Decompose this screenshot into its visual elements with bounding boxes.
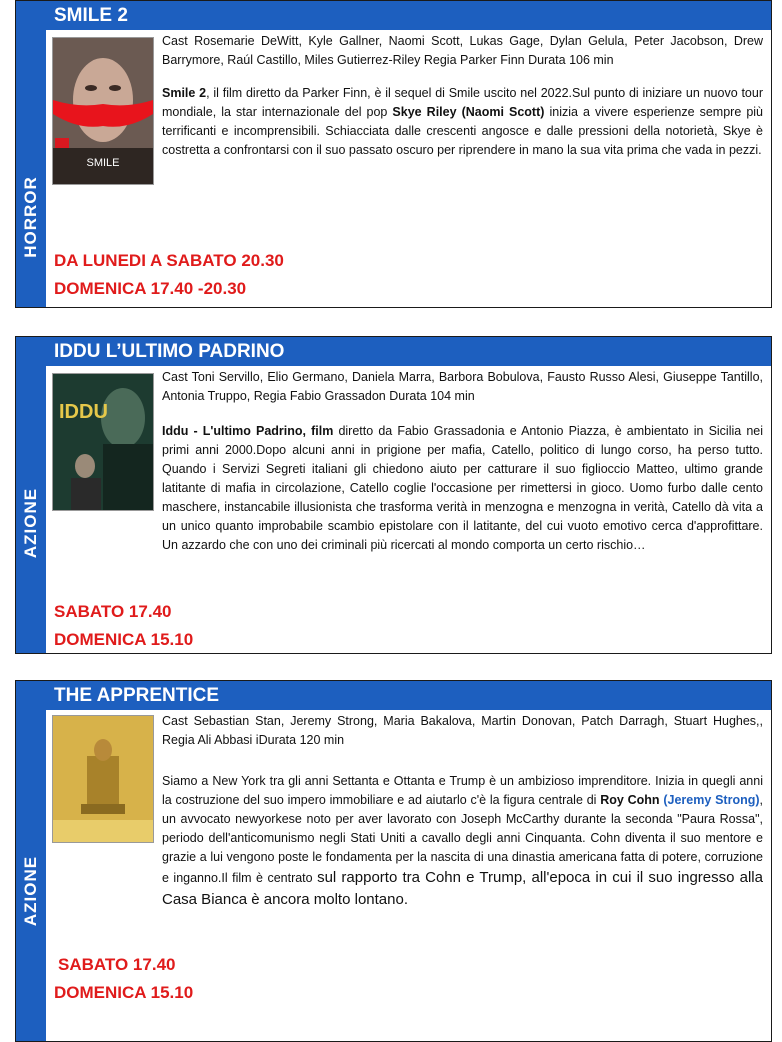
genre-label: HORROR xyxy=(21,176,40,258)
film-poster xyxy=(52,373,154,511)
showtime-line: SABATO 17.40 xyxy=(58,955,176,974)
film-description xyxy=(162,32,763,160)
cast-credits: Cast Toni Servillo, Elio Germano, Daniela Marra, Barbora Bobulova, Fausto Russo Alesi, Giuseppe Tantillo, Antonia Truppo, Regia Fabio Grassadon Durata 104 min xyxy=(162,370,763,403)
genre-sidebar xyxy=(16,681,46,1041)
film-title: IDDU L’ULTIMO PADRINO xyxy=(46,337,771,366)
showtime-line: DA LUNEDI A SABATO 20.30 xyxy=(54,251,284,270)
film-description xyxy=(162,368,763,555)
showtimes xyxy=(54,598,193,654)
film-description xyxy=(162,712,763,911)
genre-label: AZIONE xyxy=(21,855,40,927)
cast-credits: Cast Sebastian Stan, Jeremy Strong, Maria Bakalova, Martin Donovan, Patch Darragh, Stuart Hughes,, Regia Ali Abbasi iDurata 120 min xyxy=(162,714,763,747)
showtime-line: DOMENICA 15.10 xyxy=(54,983,194,1002)
showtimes xyxy=(54,951,193,1007)
film-card-the-apprentice xyxy=(15,680,772,1042)
cast-credits: Cast Rosemarie DeWitt, Kyle Gallner, Naomi Scott, Lukas Gage, Dylan Gelula, Peter Jacobson, Drew Barrymore, Raúl Castillo, Miles Gutierrez-Riley Regia Parker Finn Durata 106 min xyxy=(162,34,763,67)
plot-text: Smile 2, il film diretto da Parker Finn, è il sequel di Smile uscito nel 2022.Sul punto di iniziare un nuovo tour mondiale, la star internazionale del pop Skye Riley (Naomi Scott) inizia a vivere esperienze sempre più terrificanti e incomprensibili. Schiacciata dalle crescenti angosce e dalle pressioni della notorietà, Skye è costretta a confrontarsi con il suo passato oscuro per riprendere in mano la sua vita prima che vada in pezzi. xyxy=(162,86,763,157)
showtime-line: SABATO 17.40 xyxy=(54,602,172,621)
svg-text:IDDU: IDDU xyxy=(59,401,108,423)
svg-text:SMILE: SMILE xyxy=(86,157,120,169)
showtimes xyxy=(54,247,284,303)
genre-sidebar xyxy=(16,337,46,653)
film-poster xyxy=(52,715,154,843)
genre-sidebar xyxy=(16,1,46,307)
showtime-line: DOMENICA 15.10 xyxy=(54,630,194,649)
film-title: THE APPRENTICE xyxy=(46,681,771,710)
film-card-iddu xyxy=(15,336,772,654)
plot-text: Siamo a New York tra gli anni Settanta e Ottanta e Trump è un ambizioso imprenditore. Inizia in quegli anni la costruzione del suo impero immobiliare e ad aiutarlo c'è la figura centrale di Roy Cohn (Jeremy Strong), un avvocato newyorkese noto per aver lavorato con Joseph McCarthy durante la seconda "Paura Rossa", periodo dell'anticomunismo negli Stati Uniti a cavallo degli anni Cinquanta. Cohn diventa il suo mentore e grazie a lui vengono poste le fondamenta per la nascita di una dinastia americana fatta di potere, corruzione e inganno.Il film è centrato sul rapporto tra Cohn e Trump, all'epoca in cui il suo ingresso alla Casa Bianca è ancora molto lontano. xyxy=(162,774,763,908)
genre-label: AZIONE xyxy=(21,487,40,559)
showtime-line: DOMENICA 17.40 -20.30 xyxy=(54,279,247,298)
film-poster xyxy=(52,37,154,185)
film-title: SMILE 2 xyxy=(46,1,771,30)
plot-text: Iddu - L'ultimo Padrino, film diretto da Fabio Grassadonia e Antonio Piazza, è ambientato in Sicilia nei primi anni 2000.Dopo alcuni anni in prigione per mafia, Catello, politico di lungo corso, ha perso tutto. Quando i Servizi Segreti italiani gli chiedono aiuto per catturare il suo figlioccio Matteo, ultimo grande latitante di mafia in circolazione, Catello coglie l'occasione per rimettersi in gioco. Uomo furbo dalle cento maschere, instancabile illusionista che trasforma verità in menzogna e menzogna in verità, Catello dà vita a un unico quanto improbabile scambio epistolare con il latitante, del cui vuoto emotivo cerca d'approfittare. Un azzardo che con uno dei criminali più ricercati al mondo comporta un certo rischio… xyxy=(162,424,764,552)
film-card-smile-2 xyxy=(15,0,772,308)
